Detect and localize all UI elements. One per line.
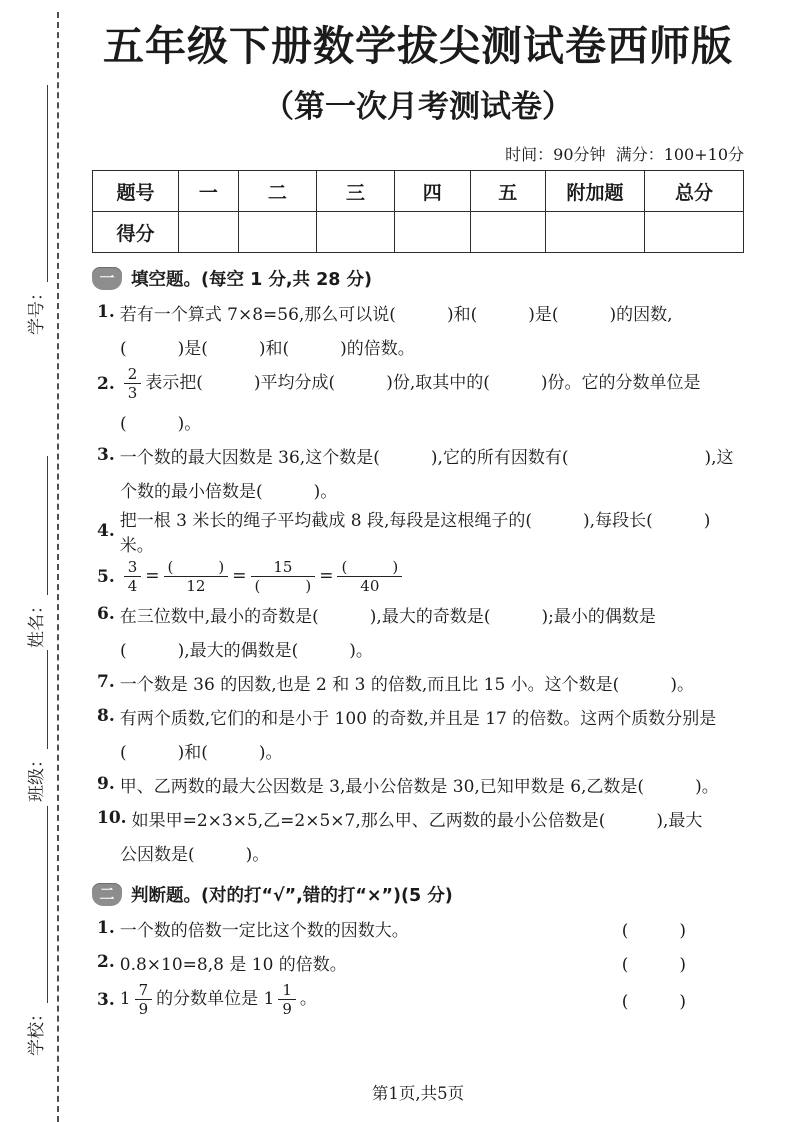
question-number: 2. bbox=[97, 373, 115, 394]
question-number: 8. bbox=[97, 706, 115, 727]
margin-field-blank-line bbox=[31, 650, 48, 749]
question-number: 5. bbox=[97, 566, 115, 587]
question-text: 一个数是 36 的因数,也是 2 和 3 的倍数,而且比 15 小。这个数是( )。 bbox=[119, 674, 694, 695]
question-line bbox=[92, 733, 744, 767]
fraction bbox=[278, 981, 296, 1018]
section-一 bbox=[92, 262, 744, 869]
question-text: ( )。 bbox=[120, 413, 202, 434]
question-text: 个数的最小倍数是( )。 bbox=[120, 481, 338, 502]
exam-content bbox=[92, 20, 744, 1020]
question-line bbox=[92, 363, 744, 404]
score-table-header-cell: 三 bbox=[316, 171, 394, 212]
section-title: 填空题。(每空 1 分,共 28 分) bbox=[131, 270, 373, 291]
question-text: ( ),最大的偶数是( )。 bbox=[120, 640, 373, 661]
score-table-header-cell: 一 bbox=[178, 171, 238, 212]
score-table-header-row bbox=[93, 171, 744, 212]
page-subtitle: （第一次月考测试卷） bbox=[263, 89, 573, 126]
question-line bbox=[92, 699, 744, 733]
question-text: $\frac{3}{4}$ = $\frac{( )}{12}$ = $\frac{15}{( )}$ = $\frac{( )}{40}$ bbox=[120, 556, 406, 597]
question-text: 一个数的最大因数是 36,这个数是( ),它的所有因数有( ),这 bbox=[119, 447, 734, 468]
section-badge-icon: 二 bbox=[92, 883, 122, 906]
judgment-answer-parens: ( ) bbox=[621, 954, 686, 975]
page-title: 五年级下册数学拔尖测试卷西师版 bbox=[103, 22, 733, 70]
question-text: 甲、乙两数的最大公因数是 3,最小公倍数是 30,已知甲数是 6,乙数是( )。 bbox=[119, 776, 719, 797]
section-二 bbox=[92, 878, 744, 1020]
question-number: 1. bbox=[97, 302, 115, 323]
section-badge-icon: 一 bbox=[92, 267, 122, 290]
score-cell bbox=[645, 212, 744, 253]
score-table-header-cell: 总分 bbox=[645, 171, 744, 212]
question-line bbox=[92, 404, 744, 438]
fraction-denominator: 4 bbox=[127, 577, 138, 596]
page-footer: 第1页,共5页 bbox=[371, 1084, 465, 1103]
margin-field-student-name bbox=[24, 456, 48, 648]
judgment-answer-parens: ( ) bbox=[621, 992, 686, 1013]
question-line bbox=[92, 597, 744, 631]
question-number: 1. bbox=[97, 918, 115, 939]
margin-field-label: 姓名： bbox=[27, 597, 47, 648]
fraction-denominator: 9 bbox=[138, 1000, 149, 1019]
margin-field-blank-line bbox=[31, 456, 48, 595]
fraction-numerator: 2 bbox=[124, 365, 142, 384]
question-text: 一个数的倍数一定比这个数的因数大。 bbox=[119, 920, 409, 941]
score-cell bbox=[395, 212, 471, 253]
question-number: 2. bbox=[97, 952, 115, 973]
question-number: 6. bbox=[97, 604, 115, 625]
score-cell bbox=[316, 212, 394, 253]
margin-field-label: 学号： bbox=[27, 284, 47, 335]
question-text: 1 $\frac{7}{9}$ 的分数单位是 1 $\frac{1}{9}$ 。 bbox=[119, 981, 317, 1019]
question-number: 9. bbox=[97, 774, 115, 795]
question-line bbox=[92, 438, 744, 472]
exam-meta: 时间：90分钟 满分：100+10分 bbox=[505, 145, 744, 165]
question-text: 如果甲=2×3×5,乙=2×5×7,那么甲、乙两数的最小公倍数是( ),最大 bbox=[131, 810, 703, 831]
question-number: 10. bbox=[97, 808, 127, 829]
section-title: 判断题。(对的打“√”,错的打“×”)(5 分) bbox=[131, 886, 453, 907]
score-row-label: 得分 bbox=[93, 212, 179, 253]
question-text: 有两个质数,它们的和是小于 100 的奇数,并且是 17 的倍数。这两个质数分别是 bbox=[119, 708, 717, 729]
question-number: 4. bbox=[97, 521, 115, 542]
question-text: 把一根 3 米长的绳子平均截成 8 段,每段是这根绳子的( ),每段长( )米。 bbox=[119, 511, 711, 557]
sections bbox=[92, 262, 744, 1020]
fraction bbox=[124, 365, 142, 402]
question-line bbox=[92, 472, 744, 506]
question-number: 3. bbox=[97, 989, 115, 1010]
section-header bbox=[92, 878, 744, 911]
fraction-denominator: 12 bbox=[186, 577, 206, 596]
question-text: $\frac{2}{3}$ 表示把( )平均分成( )份,取其中的( )份。它的分数单位是 bbox=[120, 363, 701, 404]
question-line bbox=[92, 767, 744, 801]
margin-field-blank-line bbox=[31, 806, 48, 1003]
fraction-numerator: ( ) bbox=[337, 558, 402, 577]
fraction-numerator: 3 bbox=[124, 558, 142, 577]
question-text: 公因数是( )。 bbox=[120, 844, 270, 865]
score-table-header-cell: 五 bbox=[470, 171, 546, 212]
score-table bbox=[92, 170, 744, 253]
margin-field-student-id bbox=[24, 85, 48, 335]
fraction-denominator: 3 bbox=[127, 384, 138, 403]
score-cell bbox=[238, 212, 316, 253]
margin-field-school bbox=[24, 806, 48, 1056]
fraction-denominator: 9 bbox=[282, 1000, 292, 1019]
question-line bbox=[92, 665, 744, 699]
margin-field-blank-line bbox=[31, 85, 48, 282]
section-header bbox=[92, 262, 744, 295]
score-table-score-row bbox=[93, 212, 744, 253]
question-line bbox=[92, 506, 744, 556]
question-number: 7. bbox=[97, 672, 115, 693]
score-table-header-cell: 附加题 bbox=[546, 171, 645, 212]
fraction-numerator: 7 bbox=[135, 981, 153, 1000]
score-cell bbox=[470, 212, 546, 253]
margin-field-class bbox=[24, 650, 48, 802]
question-line bbox=[92, 835, 744, 869]
margin-field-label: 学校： bbox=[27, 1005, 47, 1056]
question-text: 在三位数中,最小的奇数是( ),最大的奇数是( );最小的偶数是 bbox=[119, 606, 656, 627]
question-text: 0.8×10=8,8 是 10 的倍数。 bbox=[119, 954, 347, 975]
margin-dashed-divider bbox=[57, 12, 59, 1122]
question-line bbox=[92, 556, 744, 597]
question-text: ( )和( )。 bbox=[120, 742, 283, 763]
question-number: 3. bbox=[97, 445, 115, 466]
score-table-header-cell: 二 bbox=[238, 171, 316, 212]
fraction-denominator: ( ) bbox=[254, 577, 312, 596]
fraction-numerator: 1 bbox=[278, 981, 296, 1000]
score-cell bbox=[178, 212, 238, 253]
fraction bbox=[135, 981, 153, 1018]
fraction-denominator: 40 bbox=[360, 577, 380, 596]
question-line bbox=[92, 329, 744, 363]
question-line bbox=[92, 911, 744, 945]
question-line bbox=[92, 631, 744, 665]
question-line bbox=[92, 945, 744, 979]
fraction bbox=[251, 558, 316, 595]
margin-field-label: 班级： bbox=[27, 751, 47, 802]
judgment-answer-parens: ( ) bbox=[621, 920, 686, 941]
fraction-numerator: ( ) bbox=[164, 558, 229, 577]
fraction bbox=[164, 558, 229, 595]
fraction bbox=[124, 558, 142, 595]
score-cell bbox=[546, 212, 645, 253]
question-line bbox=[92, 295, 744, 329]
fraction-numerator: 15 bbox=[251, 558, 316, 577]
question-text: ( )是( )和( )的倍数。 bbox=[120, 338, 415, 359]
score-table-header-cell: 四 bbox=[395, 171, 471, 212]
question-text: 若有一个算式 7×8=56,那么可以说( )和( )是( )的因数, bbox=[119, 304, 673, 325]
fraction bbox=[337, 558, 402, 595]
question-line bbox=[92, 801, 744, 835]
score-table-header-cell: 题号 bbox=[93, 171, 179, 212]
question-line bbox=[92, 979, 744, 1020]
